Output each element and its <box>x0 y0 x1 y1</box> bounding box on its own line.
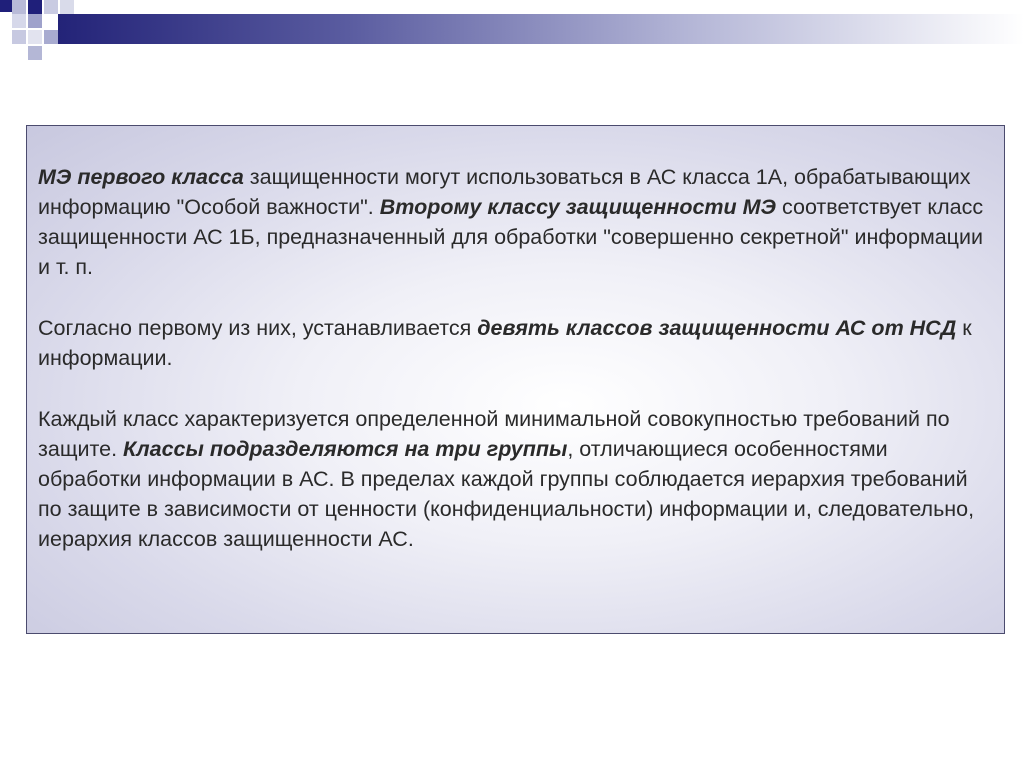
decor-square <box>12 0 26 14</box>
decor-square <box>28 0 42 14</box>
text-emphasis: Классы подразделяются на три группы <box>123 437 568 461</box>
text-emphasis: девять классов защищенности АС от НСД <box>477 316 957 340</box>
decor-square <box>0 0 12 12</box>
decor-square <box>28 46 42 60</box>
paragraph-1 <box>38 162 988 282</box>
text-regular: Согласно первому из них, устанавливается <box>38 316 478 340</box>
decor-square <box>44 30 58 44</box>
text-regular: , отличающиеся особенностями обработки информации в АС. В пределах каждой группы соблюдается иерархия требований по защите в зависимости от ценности (конфиденциальности) информации и, следовательно, иерархия классов защищенности АС. <box>38 437 975 551</box>
text-emphasis: МЭ первого класса <box>38 165 244 189</box>
text-regular: Каждый класс характеризуется определенной минимальной совокупностью требований по защите. <box>38 407 950 461</box>
decor-square <box>44 0 58 14</box>
paragraph-2 <box>38 313 988 373</box>
text-regular: соответствует класс защищенности АС 1Б, предназначенный для обработки "совершенно секретной" информации и т. п. <box>38 195 984 279</box>
header-gradient-bar <box>58 14 1024 44</box>
decor-square <box>12 30 26 44</box>
decor-square <box>28 14 42 28</box>
text-emphasis: Второму классу защищенности МЭ <box>379 195 777 219</box>
slide-text-box <box>26 125 1005 634</box>
decor-square <box>12 14 26 28</box>
text-regular: защищенности могут использоваться в АС класса 1А, обрабатывающих информацию "Особой важности". <box>38 165 971 219</box>
text-regular: к информации. <box>38 316 972 370</box>
decor-square <box>28 30 42 44</box>
decor-square <box>60 0 74 14</box>
paragraph-3 <box>38 404 988 554</box>
